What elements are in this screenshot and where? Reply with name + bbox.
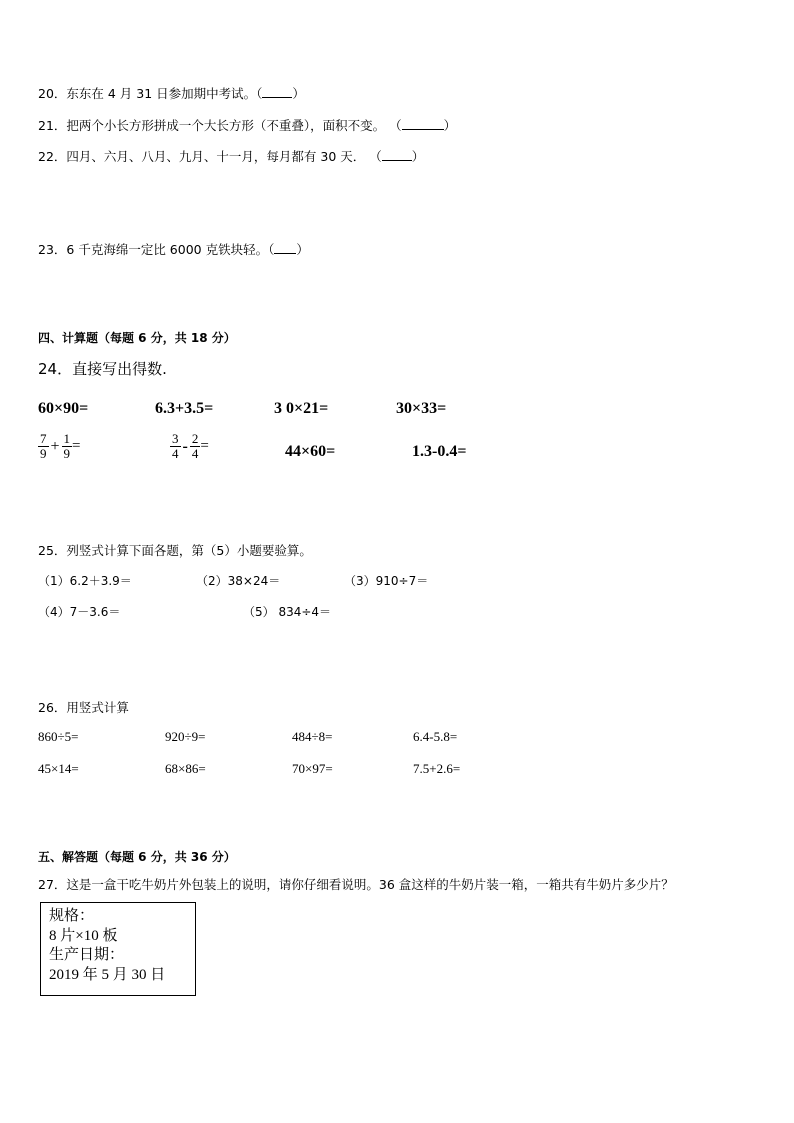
calc-item: 6.3+3.5= [155, 400, 214, 417]
question-21: 21．把两个小长方形拼成一个大长方形（不重叠），面积不变。 （ ） [38, 118, 457, 133]
calc-item: （4）7－3.6＝ [38, 605, 121, 619]
calc-item: 3 0×21= [274, 400, 329, 417]
calc-item: （3）910÷7＝ [344, 574, 429, 588]
calc-item: 7.5+2.6= [413, 761, 461, 776]
question-20-text: 20．东东在 4 月 31 日参加期中考试。（ [38, 86, 263, 101]
question-22: 22．四月、六月、八月、九月、十一月，每月都有 30 天． （ ） [38, 149, 425, 164]
calc-item: 60×90= [38, 400, 89, 417]
box-line: 8 片×10 板 [49, 927, 118, 944]
question-25-title: 25．列竖式计算下面各题，第（5）小题要验算。 [38, 543, 312, 558]
fraction: $\frac{1}{9}$ [63, 431, 71, 462]
question-26-title: 26．用竖式计算 [38, 700, 129, 715]
calc-item: 920÷9= [165, 729, 206, 744]
fraction: $\frac{2}{4}$ [191, 431, 199, 462]
box-line: 生产日期： [49, 947, 125, 963]
box-line: 规格： [49, 908, 95, 924]
fraction: $\frac{3}{4}$ [172, 431, 179, 462]
calc-item: 70×97= [292, 761, 333, 776]
answer-blank[interactable] [274, 241, 296, 254]
section-4-title: 四、计算题（每题 6 分，共 18 分） [38, 331, 236, 345]
question-21-text: 21．把两个小长方形拼成一个大长方形（不重叠），面积不变。 （ [38, 118, 402, 133]
answer-blank[interactable] [382, 148, 412, 161]
fraction-expression-1: $\frac{7}{9}$ + $\frac{1}{9}$ = [40, 431, 81, 462]
question-23: 23．6 千克海绵一定比 6000 克铁块轻。（ ） [38, 242, 309, 257]
question-22-text: 22．四月、六月、八月、九月、十一月，每月都有 30 天． （ [38, 149, 382, 164]
calc-item: 6.4-5.8= [413, 729, 458, 744]
calc-item: 484÷8= [292, 729, 333, 744]
calc-item: 1.3-0.4= [412, 443, 467, 460]
question-27-text: 27．这是一盒干吃牛奶片外包装上的说明，请你仔细看说明。36 盒这样的牛奶片装一箱，一箱共有牛奶片多少片？ [38, 877, 674, 892]
calc-item: 30×33= [396, 400, 447, 417]
fraction: $\frac{7}{9}$ [40, 431, 47, 462]
question-24-title: 24．直接写出得数. [38, 360, 167, 378]
fraction-expression-2: $\frac{3}{4}$ - $\frac{2}{4}$ = [172, 431, 209, 462]
calc-item: （2）38×24＝ [196, 574, 281, 588]
calc-item: 44×60= [285, 443, 336, 460]
package-info-box [40, 902, 196, 996]
question-23-text: 23．6 千克海绵一定比 6000 克铁块轻。（ [38, 242, 275, 257]
calc-item: 860÷5= [38, 729, 79, 744]
answer-blank[interactable] [262, 85, 292, 98]
section-5-title: 五、解答题（每题 6 分，共 36 分） [38, 850, 236, 864]
calc-item: 68×86= [165, 761, 206, 776]
question-20: 20．东东在 4 月 31 日参加期中考试。（ ） [38, 86, 305, 101]
calc-item: 45×14= [38, 761, 79, 776]
answer-blank[interactable] [402, 117, 444, 130]
box-line: 2019 年 5 月 30 日 [49, 966, 166, 983]
calc-item: （5） 834÷4＝ [243, 605, 332, 619]
calc-item: （1）6.2＋3.9＝ [38, 574, 132, 588]
